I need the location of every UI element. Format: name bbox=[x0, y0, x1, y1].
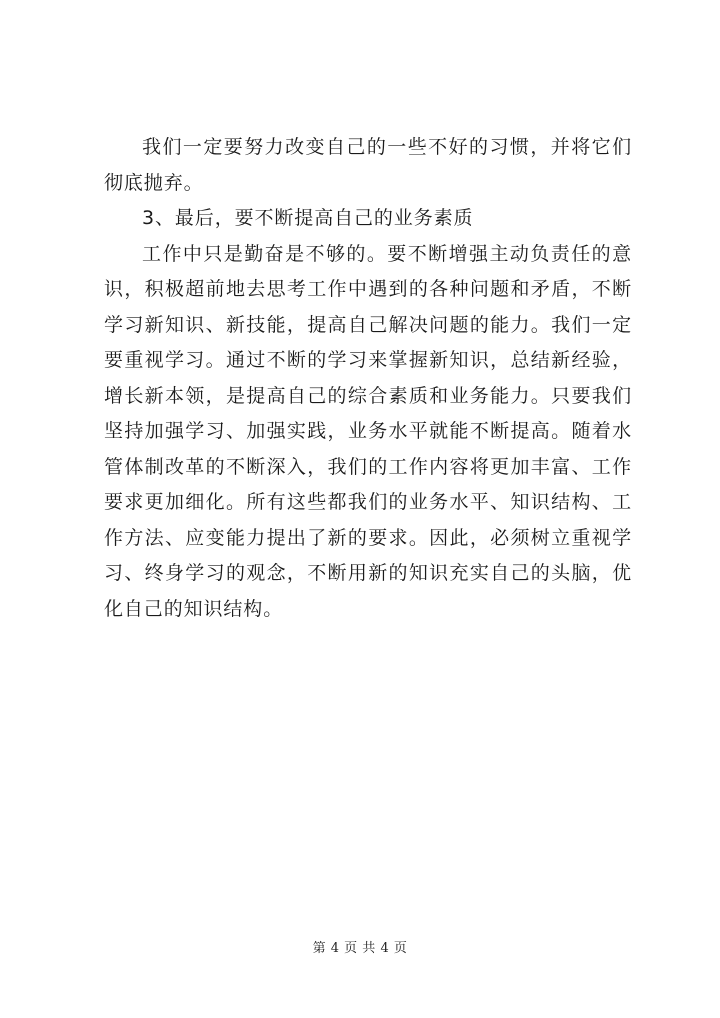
paragraph-learning: 工作中只是勤奋是不够的。要不断增强主动负责任的意识，积极超前地去思考工作中遇到的各种问题和矛盾，不断学习新知识、新技能，提高自己解决问题的能力。我们一定要重视学习。通过不断的学习来掌握新知识，总结新经验，增长新本领，是提高自己的综合素质和业务能力。只要我们坚持加强学习、加强实践，业务水平就能不断提高。随着水管体制改革的不断深入，我们的工作内容将更加丰富、工作要求更加细化。所有这些都我们的业务水平、知识结构、工作方法、应变能力提出了新的要求。因此，必须树立重视学习、终身学习的观念，不断用新的知识充实自己的头脑，优化自己的知识结构。 bbox=[104, 242, 632, 620]
section-heading-3: 3、最后，要不断提高自己的业务素质 bbox=[142, 207, 474, 229]
document-body bbox=[104, 130, 632, 627]
paragraph-habits: 我们一定要努力改变自己的一些不好的习惯，并将它们彻底抛弃。 bbox=[104, 136, 632, 194]
page-number-footer: 第 4 页 共 4 页 bbox=[312, 941, 408, 956]
